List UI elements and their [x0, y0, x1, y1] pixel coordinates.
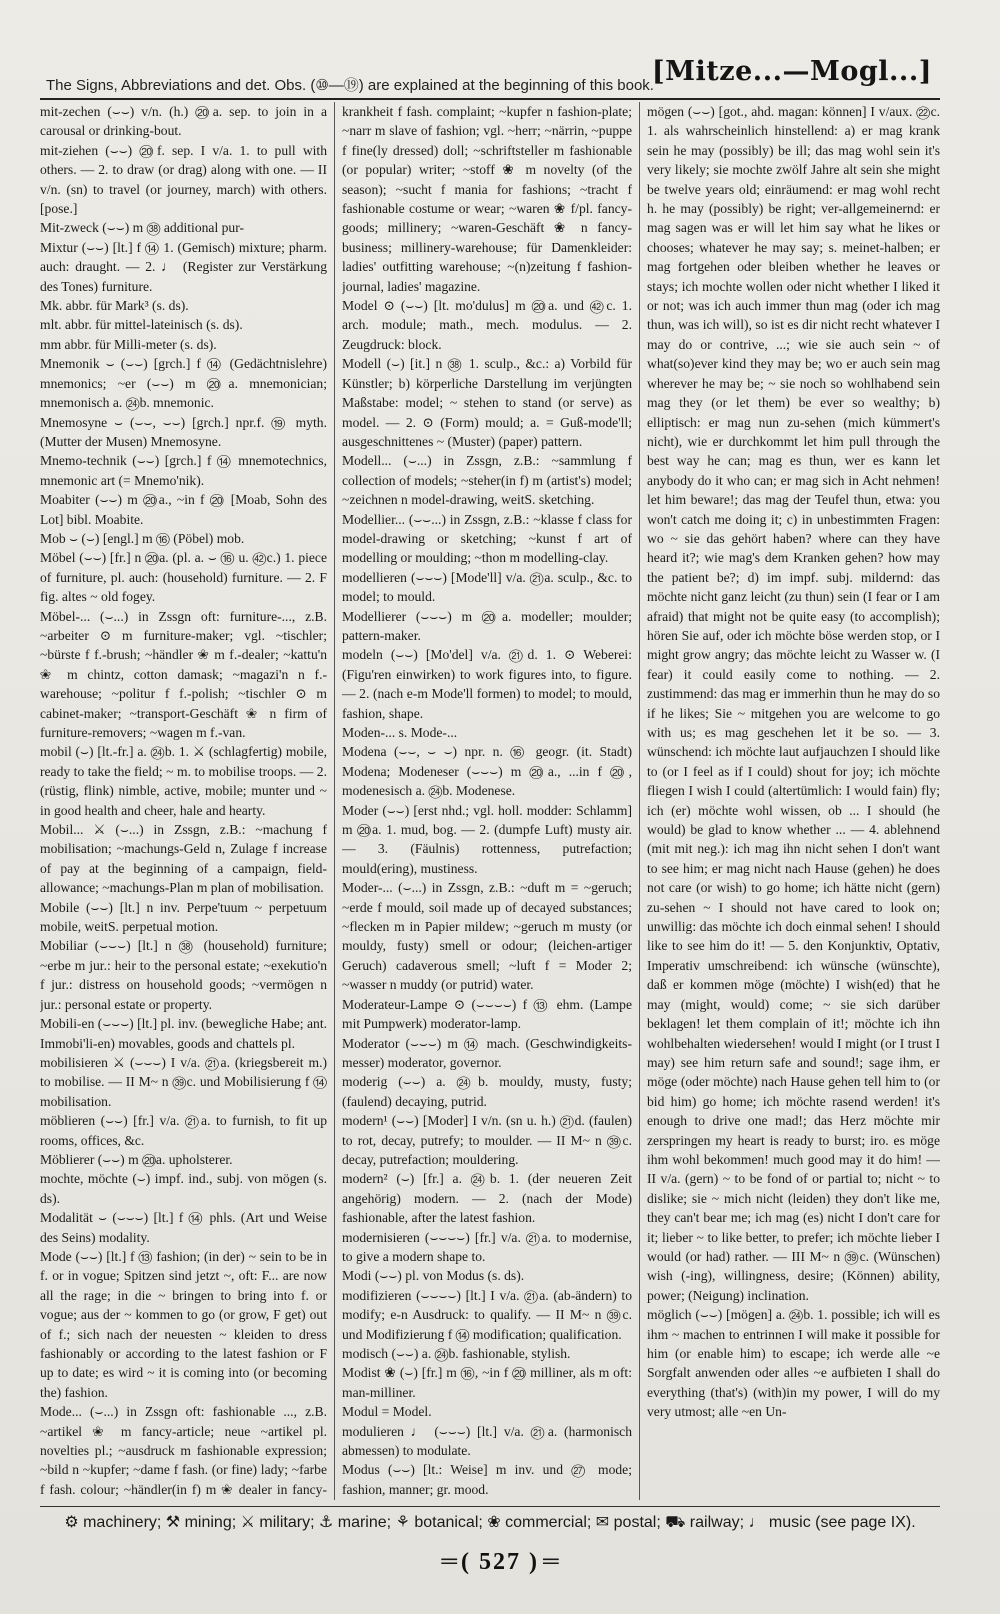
dictionary-columns: [40, 102, 940, 1500]
dictionary-entry: modeln (⌣⌣) [Mo'del] v/a. ㉑d. 1. ⊙ Weberei: (Figu'ren einwirken) to work figures into, to figure. — 2. (nach e-m Mode'll formen) to model; to mould, fashion, shape.: [342, 647, 632, 721]
dictionary-entry: Moderateur-Lampe ⊙ (⌣⌣⌣⌣) f ⑬ ehm. (Lampe mit Pumpwerk) moderator-lamp.: [342, 996, 632, 1032]
dictionary-entry: Mode... (⌣...) in Zssgn oft: fashionable ..., z.B. ~artikel ❀ m fancy-article; neue ~artikel pl. novelties pl.; ~ausdruck m fashionable expression; ~bild n ~kupfer; ~dame f fash. (or fine) lady; ~farbe f fash. colour; ~händler(in f) m ❀ dealer in fancy-: [40, 1404, 327, 1497]
dictionary-entry: Modist ❀ (⌣) [fr.] m ⑯, ~in f ⑳ milliner, als m oft: man-milliner.: [342, 1365, 632, 1400]
dictionary-entry: mobil (⌣) [lt.-fr.] a. ㉔b. 1. ⚔ (schlagfertig) mobile, ready to take the field; ~ m. to mobilise troops. — 2. (rüstig, flink) nimble, active, mobile; munter und ~ in good health and cheer, hale and hearty.: [40, 744, 327, 818]
dictionary-entry: Mk. abbr. für Mark³ (s. ds).: [40, 298, 189, 314]
dictionary-entry: mlt. abbr. für mittel-lateinisch (s. ds).: [40, 317, 243, 333]
dictionary-entry: modern¹ (⌣⌣) [Moder] I v/n. (sn u. h.) ㉑d. (faulen) to rot, decay, putrefy; to moulder. — II M~ n ㊴c. decay, putrefaction; mouldering.: [342, 1113, 632, 1167]
dictionary-entry: mm abbr. für Milli-meter (s. ds).: [40, 336, 217, 352]
page-number-ornament: ═: [441, 1548, 457, 1573]
page-number: ( 527 ): [461, 1549, 539, 1575]
dictionary-entry: möblieren (⌣⌣) [fr.] v/a. ㉑a. to furnish, to fit up rooms, offices, &c.: [40, 1113, 327, 1148]
dictionary-entry: Modalität ⌣ (⌣⌣⌣) [lt.] f ⑭ phls. (Art und Weise des Seins) modality.: [40, 1210, 327, 1245]
dictionary-entry: Moder-... (⌣...) in Zssgn, z.B.: ~duft m = ~geruch; ~erde f mould, soil made up of decayed substances; ~flecken m in Papier mildew; ~geruch m musty (or mouldy, fusty) smell or odour; (leichen-artiger Geruch) cadaverous smell; ~luft f = Moder 2; ~wasser n muddy (or putrid) water.: [342, 880, 632, 993]
dictionary-entry: Mob ⌣ (⌣) [engl.] m ⑯ (Pöbel) mob.: [40, 530, 245, 546]
dictionary-entry: möglich (⌣⌣) [mögen] a. ㉔b. 1. possible; ich will es ihm ~ machen to entrinnen I will make it possible for him (or enable him) to escape; ich werde alle ~e Sorgfalt anwenden oder alles ~e aufbieten I shall do everything (that's) (with)in my power, I will do my very utmost; alle ~en Un-: [647, 1307, 940, 1420]
dictionary-entry: modisch (⌣⌣) a. ㉔b. fashionable, stylish.: [342, 1346, 571, 1361]
column-3: [647, 102, 940, 1500]
dictionary-entry: Moder (⌣⌣) [erst nhd.; vgl. holl. modder: Schlamm] m ⑳a. 1. mud, bog. — 2. (dumpfe Luft) musty air. — 3. (Fäulnis) rottenness, putrefaction; mould(ering), mustiness.: [342, 802, 632, 876]
column-1: [40, 102, 327, 1500]
page-header: [40, 56, 940, 100]
dictionary-entry: mobilisieren ⚔ (⌣⌣⌣) I v/a. ㉑a. (kriegsbereit m.) to mobilise. — II M~ n ㊴c. und Mobilisierung f ⑭ mobilisation.: [40, 1054, 327, 1109]
dictionary-entry: Möbel-... (⌣...) in Zssgn oft: furniture-..., z.B. ~arbeiter ⊙ m furniture-maker; vgl. ~tischler; ~bürste f f.-brush; ~händler ❀ m f.-dealer; ~kattu'n ❀ m chintz, cotton damask; ~magazi'n n f.-warehouse; ~politur f f.-polish; ~tischler ⊙ m cabinet-maker; ~transport-Geschäft ❀ n firm of furniture-removers; ~wagen m f.-van.: [40, 608, 327, 740]
dictionary-entry: Mobiliar (⌣⌣⌣) [lt.] n ㊳ (household) furniture; ~erbe m jur.: heir to the personal estate; ~exekutio'n f jur.: distress on household goods; ~vermögen n jur.: personal estate or property.: [40, 938, 327, 1012]
dictionary-entry: Model ⊙ (⌣⌣) [lt. mo'dulus] m ⑳a. und ㊷c. 1. arch. module; math., mech. modulus. — 2. Zeugdruck: block.: [342, 298, 632, 352]
dictionary-entry: Modul = Model.: [342, 1404, 432, 1420]
footer-divider: [40, 1506, 940, 1507]
column-divider: [334, 102, 335, 1500]
dictionary-entry: Modellierer (⌣⌣⌣) m ⑳a. modeller; moulder; pattern-maker.: [342, 608, 632, 643]
dictionary-entry: Mnemonik ⌣ (⌣⌣) [grch.] f ⑭ (Gedächtnislehre) mnemonics; ~er (⌣⌣) m ⑳a. mnemonician; mnemonisch a. ㉔b. mnemonic.: [40, 356, 327, 411]
dictionary-entry: Moabiter (⌣⌣) m ⑳a., ~in f ⑳ [Moab, Sohn des Lot] bibl. Moabite.: [40, 492, 327, 527]
dictionary-entry: Mixtur (⌣⌣) [lt.] f ⑭ 1. (Gemisch) mixture; pharm. auch: draught. — 2. ♩ (Register zur Verstärkung des Tones) furniture.: [40, 239, 327, 294]
page-number-block: [0, 1548, 1000, 1588]
dictionary-entry: Mode (⌣⌣) [lt.] f ⑬ fashion; (in der) ~ sein to be in f. or in vogue; Spitzen sind jetzt ~, oft: F... are now all the rage; in die ~ bringen to bring into f. or vogue; aus der ~ kommen to go (or grow, F get) out of f.; sich nach der neuesten ~ kleiden to dress fashionably or according to the latest fashion or F up to date; es wird ~ it is coming into (or becoming the) fashion.: [40, 1248, 327, 1400]
dictionary-entry: mit-zechen (⌣⌣) v/n. (h.) ⑳a. sep. to join in a carousal or drinking-bout.: [40, 104, 327, 139]
header-entry-range: [Mitze...—Mogl...]: [651, 56, 932, 87]
dictionary-entry: Modell... (⌣...) in Zssgn, z.B.: ~sammlung f collection of models; ~steher(in f) m (artist's) model; ~zeichnen n model-drawing, weitS. sketching.: [342, 453, 632, 508]
header-note: The Signs, Abbreviations and det. Obs. (⑩—⑲) are explained at the beginning of this book.: [46, 77, 654, 94]
dictionary-entry: modernisieren (⌣⌣⌣⌣) [fr.] v/a. ㉑a. to modernise, to give a modern shape to.: [342, 1229, 632, 1264]
dictionary-entry: Mnemo-technik (⌣⌣) [grch.] f ⑭ mnemotechnics, mnemonic art (= Mnemo'nik).: [40, 453, 327, 488]
dictionary-entry: Möblierer (⌣⌣) m ⑳a. upholsterer.: [40, 1151, 233, 1167]
dictionary-entry: Modi (⌣⌣) pl. von Modus (s. ds).: [342, 1268, 525, 1284]
dictionary-entry: modellieren (⌣⌣⌣) [Mode'll] v/a. ㉑a. sculp., &c. to model; to mould.: [342, 569, 632, 605]
dictionary-entry: Mit-zweck (⌣⌣) m ㊳ additional pur-: [40, 220, 244, 236]
dictionary-entry: Moderator (⌣⌣⌣) m ⑭ mach. (Geschwindigkeits-messer) moderator, governor.: [342, 1035, 632, 1070]
dictionary-entry: Modena (⌣⌣, ⌣ ⌣) npr. n. ⑯ geogr. (it. Stadt) Modena; Modeneser (⌣⌣⌣) m ⑳a., ...in f ⑳, modenesisch a. ㉔b. Modenese.: [342, 744, 632, 799]
dictionary-entry: Mnemosyne ⌣ (⌣⌣, ⌣⌣) [grch.] npr.f. ⑲ myth. (Mutter der Musen) Mnemosyne.: [40, 414, 327, 449]
dictionary-entry: Modell (⌣) [it.] n ㊳ 1. sculp., &c.: a) Vorbild für Künstler; b) körperliche Darstellung im verjüngten Maßstabe: model; ~ stehen to stand (or serve) as model. — 2. ⊙ (Form) mould; a. = Guß-mode'll; ausgeschnittenes ~ (Muster) (paper) pattern.: [342, 356, 632, 449]
dictionary-entry: mit-ziehen (⌣⌣) ⑳f. sep. I v/a. 1. to pull with others. — 2. to draw (or drag) along with one. — II v/n. (sn) to travel (or journey, march) with others. [pose.]: [40, 142, 327, 217]
dictionary-entry: [342, 1499, 632, 1500]
dictionary-entry: mochte, möchte (⌣) impf. ind., subj. von mögen (s. ds).: [40, 1171, 327, 1206]
dictionary-entry: krankheit f fash. complaint; ~kupfer n fashion-plate; ~narr m slave of fashion; vgl. ~herr; ~närrin, ~puppe f fine(ly dressed) doll; ~schriftsteller m fashionable (or popular) writer; ~stoff ❀ m novelty (of the season); ~sucht f mania for fashions; ~tracht f fashionable costume or wear; ~waren ❀ f/pl. fancy-goods; millinery; ~waren-Geschäft ❀ n fancy-business; millinery-warehouse; für Damenkleider: ladies' outfitting warehouse; ~(n)zeitung f fashion-journal, ladies' magazine.: [342, 104, 632, 294]
dictionary-entry: modifizieren (⌣⌣⌣⌣) [lt.] I v/a. ㉑a. (ab-ändern) to modify; e-n Ausdruck: to qualify. — II M~ n ㊴c. und Modifizierung f ⑭ modification; qualification.: [342, 1287, 632, 1342]
dictionary-entry: mögen (⌣⌣) [got., ahd. magan: können] I v/aux. ㉒c. 1. als wahrscheinlich hinstellend: a) er mag krank sein he may (possibly) be ill; das mag wohl sein it's very likely; sie mochte zwölf Jahre alt sein she might be twelve years old; einräumend: er mag wohl recht h. he may (possibly) be right; ver-allgemeinernd: er mag sagen was er will let him say what he likes or chooses; whatever he may say; s. meinet-halben; er mag fortgehen oder bleiben whether he leaves or stays; ich mochte wollen oder nicht whether I liked it or not; was ich auch immer thun mag (oder ich mag thun, was ich will), so ist es dir nicht recht whatever I may do or contrive, ...; wie sie auch sein ~ of what(so)ever kind they may be; wo er auch sein mag wherever he may be; ~ sie noch so wohlhabend sein mag they (or let them) be ever so wealthy; b) elliptisch: er mag nun zu-sehen (mich kümmert's nicht), wie er durchkommt let him pull through the best way he can; mag es thun, wer es kann let anybody do it who can; er mag sich in Acht nehmen! let him beware!; das mag der Teufel thun, etwa: you won't catch me doing it; c) in unbestimmten Fragen: wo ~ sie das gehört haben? where can they have heard it?; wie mag's dem Kranken gehen? how may the patient be?; d) im impf. subj. mildernd: das möchte nicht ganz leicht (zu thun) sein (I fear or I am afraid) that might not be quite easy (to accomplish); hören Sie auf, oder ich möchte böse werden stop, or I might grow angry; das möchte leicht zu Wasser w. (I fear) it could easily come to nothing. — 2. zustimmend: das mag er immerhin thun he may do so if he likes; Sie ~ mitgehen you are welcome to go with us; es mag geschehen let it be so. — 3. wünschend: ich möchte laut aufjauchzen I should like to (or I feel as if I could) shout for joy; ich möchte fliegen I wish I could (altertümlich: I would fain) fly; ich (er) möchte wohl wissen, ob ... I should (he would) be glad to know whether ... — 4. ablehnend (mit mit neg.): ich mag ihn nicht sehen I don't want to see him; er mag nicht nach Hause (gehen) he does not care (or wish) to go home; ich hätte nicht (gern) zu-sehen ~ I should not have cared to look on; unwillig: das möchte ich doch einmal sehen! I should like to see him do it! — 5. den Konjunktiv, Optativ, Imperativ umschreibend: ich wünsche (wünschte), daß er kommen möge (möchte) I wish(ed) that he may (might, would) come; ~ sie sich darüber beklagen! let them complain of it!; möchte ich ihn wohlbehalten wiedersehen! would I might (or I trust I may) see him return safe and sound!; sage ihm, er möge (oder möchte) nach Hause gehen tell him to (or bid him) go home; ich möchte rasend werden! it's enough to drive one mad!; das Herz möchte mir zerspringen my heart is ready to burst; iro. es möge ihm wohl bekommen! much good may it do him! — II v/a. (gern) ~ to be fond of or partial to; nicht ~ to dislike; sie ~ mich nicht (leiden) they don't like me, they can't bear me; ich mag (es) nicht I don't care for it; lieber ~ to like better, to prefer; ich möchte lieber I would (or had) rather. — III M~ n ㊴c. (Wünschen) wish (-ing), willingness, desire; (Können) ability, power; (Neigung) inclination.: [647, 104, 940, 1303]
dictionary-entry: Modus (⌣⌣) [lt.: Weise] m inv. und ㉗ mode; fashion, manner; gr. mood.: [342, 1462, 632, 1497]
dictionary-entry: modulieren ♩ (⌣⌣⌣) [lt.] v/a. ㉑a. (harmonisch abmessen) to modulate.: [342, 1423, 632, 1459]
dictionary-entry: Moden-... s. Mode-...: [342, 725, 458, 740]
column-2: [342, 102, 632, 1500]
page-number-ornament: ═: [542, 1548, 559, 1573]
dictionary-entry: moderig (⌣⌣) a. ㉔b. mouldy, musty, fusty; (faulend) decaying, putrid.: [342, 1074, 632, 1109]
dictionary-entry: Mobil... ⚔ (⌣...) in Zssgn, z.B.: ~machung f mobilisation; ~machungs-Geld n, Zulage f increase of pay at the beginning of a campaign, field-allowance; ~machungs-Plan m plan of mobilisation.: [40, 822, 327, 896]
dictionary-entry: Modellier... (⌣⌣...) in Zssgn, z.B.: ~klasse f class for model-drawing or sketching; ~kunst f art of modelling or moulding; ~thon m modelling-clay.: [342, 511, 632, 566]
dictionary-entry: Möbel (⌣⌣) [fr.] n ⑳a. (pl. a. ⌣ ⑯ u. ㊷c.) 1. piece of furniture, pl. auch: (household) furniture. — 2. F fig. altes ~ old fogey.: [40, 550, 327, 605]
column-divider: [639, 102, 640, 1500]
dictionary-entry: Mobili-en (⌣⌣⌣) [lt.] pl. inv. (bewegliche Habe; ant. Immobi'li-en) movables, goods and chattels pl.: [40, 1016, 327, 1051]
dictionary-entry: modern² (⌣) [fr.] a. ㉔b. 1. (der neueren Zeit angehörig) modern. — 2. (nach der Mode) fashionable, after the latest fashion.: [342, 1171, 632, 1226]
symbol-legend: ⚙ machinery; ⚒ mining; ⚔ military; ⚓ marine; ⚘ botanical; ❀ commercial; ✉ postal; ⛟ railway; ♩ music (see page IX).: [64, 1514, 916, 1531]
dictionary-entry: Mobile (⌣⌣) [lt.] n inv. Perpe'tuum ~ perpetuum mobile, weitS. perpetual motion.: [40, 899, 327, 935]
